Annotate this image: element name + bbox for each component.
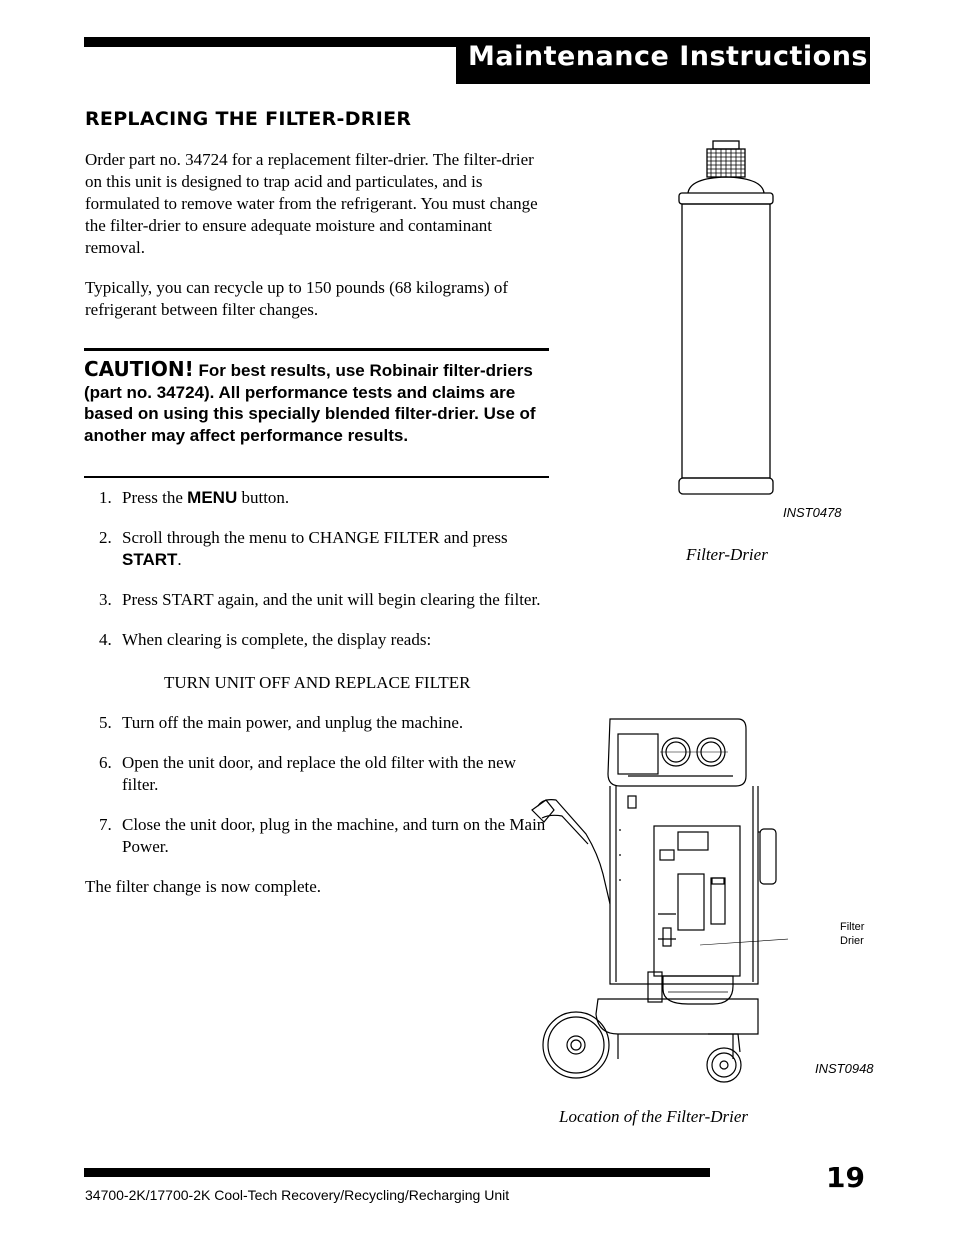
steps-list bbox=[85, 487, 550, 898]
caution-box bbox=[84, 348, 549, 478]
filter-drier-callout bbox=[840, 920, 864, 948]
step-item bbox=[85, 712, 550, 734]
page-number: 19 bbox=[826, 1161, 865, 1194]
step-number: 6. bbox=[99, 753, 112, 772]
menu-key-label: MENU bbox=[187, 488, 238, 507]
footer-rule bbox=[84, 1168, 710, 1177]
figure2-code: INST0948 bbox=[815, 1061, 874, 1076]
page-title: Maintenance Instructions bbox=[468, 41, 868, 72]
header-title-box bbox=[456, 37, 870, 84]
callout-line: Drier bbox=[840, 935, 864, 947]
caution-message: For best results, use Robinair filter-driers (part no. 34724). All performance tests and claims are based on using this specially blended filter-drier. Use of another may affect performance results. bbox=[84, 361, 536, 445]
closing-text: The filter change is now complete. bbox=[85, 877, 322, 896]
display-message: TURN UNIT OFF AND REPLACE FILTER bbox=[164, 673, 471, 692]
step-number: 5. bbox=[99, 713, 112, 732]
step-number: 3. bbox=[99, 590, 112, 609]
step-number: 7. bbox=[99, 815, 112, 834]
step-item bbox=[85, 752, 550, 796]
step-item bbox=[85, 527, 550, 571]
step-text: When clearing is complete, the display reads: bbox=[122, 630, 432, 649]
figure1-caption: Filter-Drier bbox=[686, 545, 768, 564]
step-number: 4. bbox=[99, 630, 112, 649]
step-item bbox=[85, 629, 550, 651]
step-text: Close the unit door, plug in the machine, and turn on the Main Power. bbox=[122, 815, 546, 856]
figure2-caption: Location of the Filter-Drier bbox=[559, 1107, 749, 1126]
step-text: Turn off the main power, and unplug the machine. bbox=[122, 713, 464, 732]
figure1-code: INST0478 bbox=[783, 505, 842, 520]
footer-text: 34700-2K/17700-2K Cool-Tech Recovery/Recycling/Recharging Unit bbox=[85, 1187, 510, 1203]
step-text: Scroll through the menu to CHANGE FILTER and press bbox=[122, 528, 508, 547]
filter-drier-illustration bbox=[670, 138, 790, 500]
step-item bbox=[85, 487, 550, 509]
step-text: Press the bbox=[122, 488, 188, 507]
intro-paragraph-2: Typically, you can recycle up to 150 pounds (68 kilograms) of refrigerant between filter changes. bbox=[85, 278, 509, 319]
step-item bbox=[85, 589, 550, 611]
callout-line: Filter bbox=[840, 921, 865, 933]
start-key-label: START bbox=[122, 550, 178, 569]
caution-text-block bbox=[84, 359, 546, 446]
recovery-unit-illustration bbox=[528, 714, 788, 1089]
step-item bbox=[85, 814, 550, 858]
step-text: Open the unit door, and replace the old filter with the new filter. bbox=[122, 753, 516, 794]
step-number: 1. bbox=[99, 488, 112, 507]
section-heading: REPLACING THE FILTER-DRIER bbox=[85, 108, 412, 130]
step-text: . bbox=[177, 550, 182, 569]
step-number: 2. bbox=[99, 528, 112, 547]
step-text: button. bbox=[237, 488, 290, 507]
step-text: Press START again, and the unit will begin clearing the filter. bbox=[122, 590, 541, 609]
intro-paragraph-1: Order part no. 34724 for a replacement filter-drier. The filter-drier on this unit is designed to trap acid and particulates, and is formulated to remove water from the refrigerant. You must change the filter-drier to ensure adequate moisture and contaminant removal. bbox=[85, 150, 538, 257]
caution-label: CAUTION! bbox=[84, 357, 194, 381]
